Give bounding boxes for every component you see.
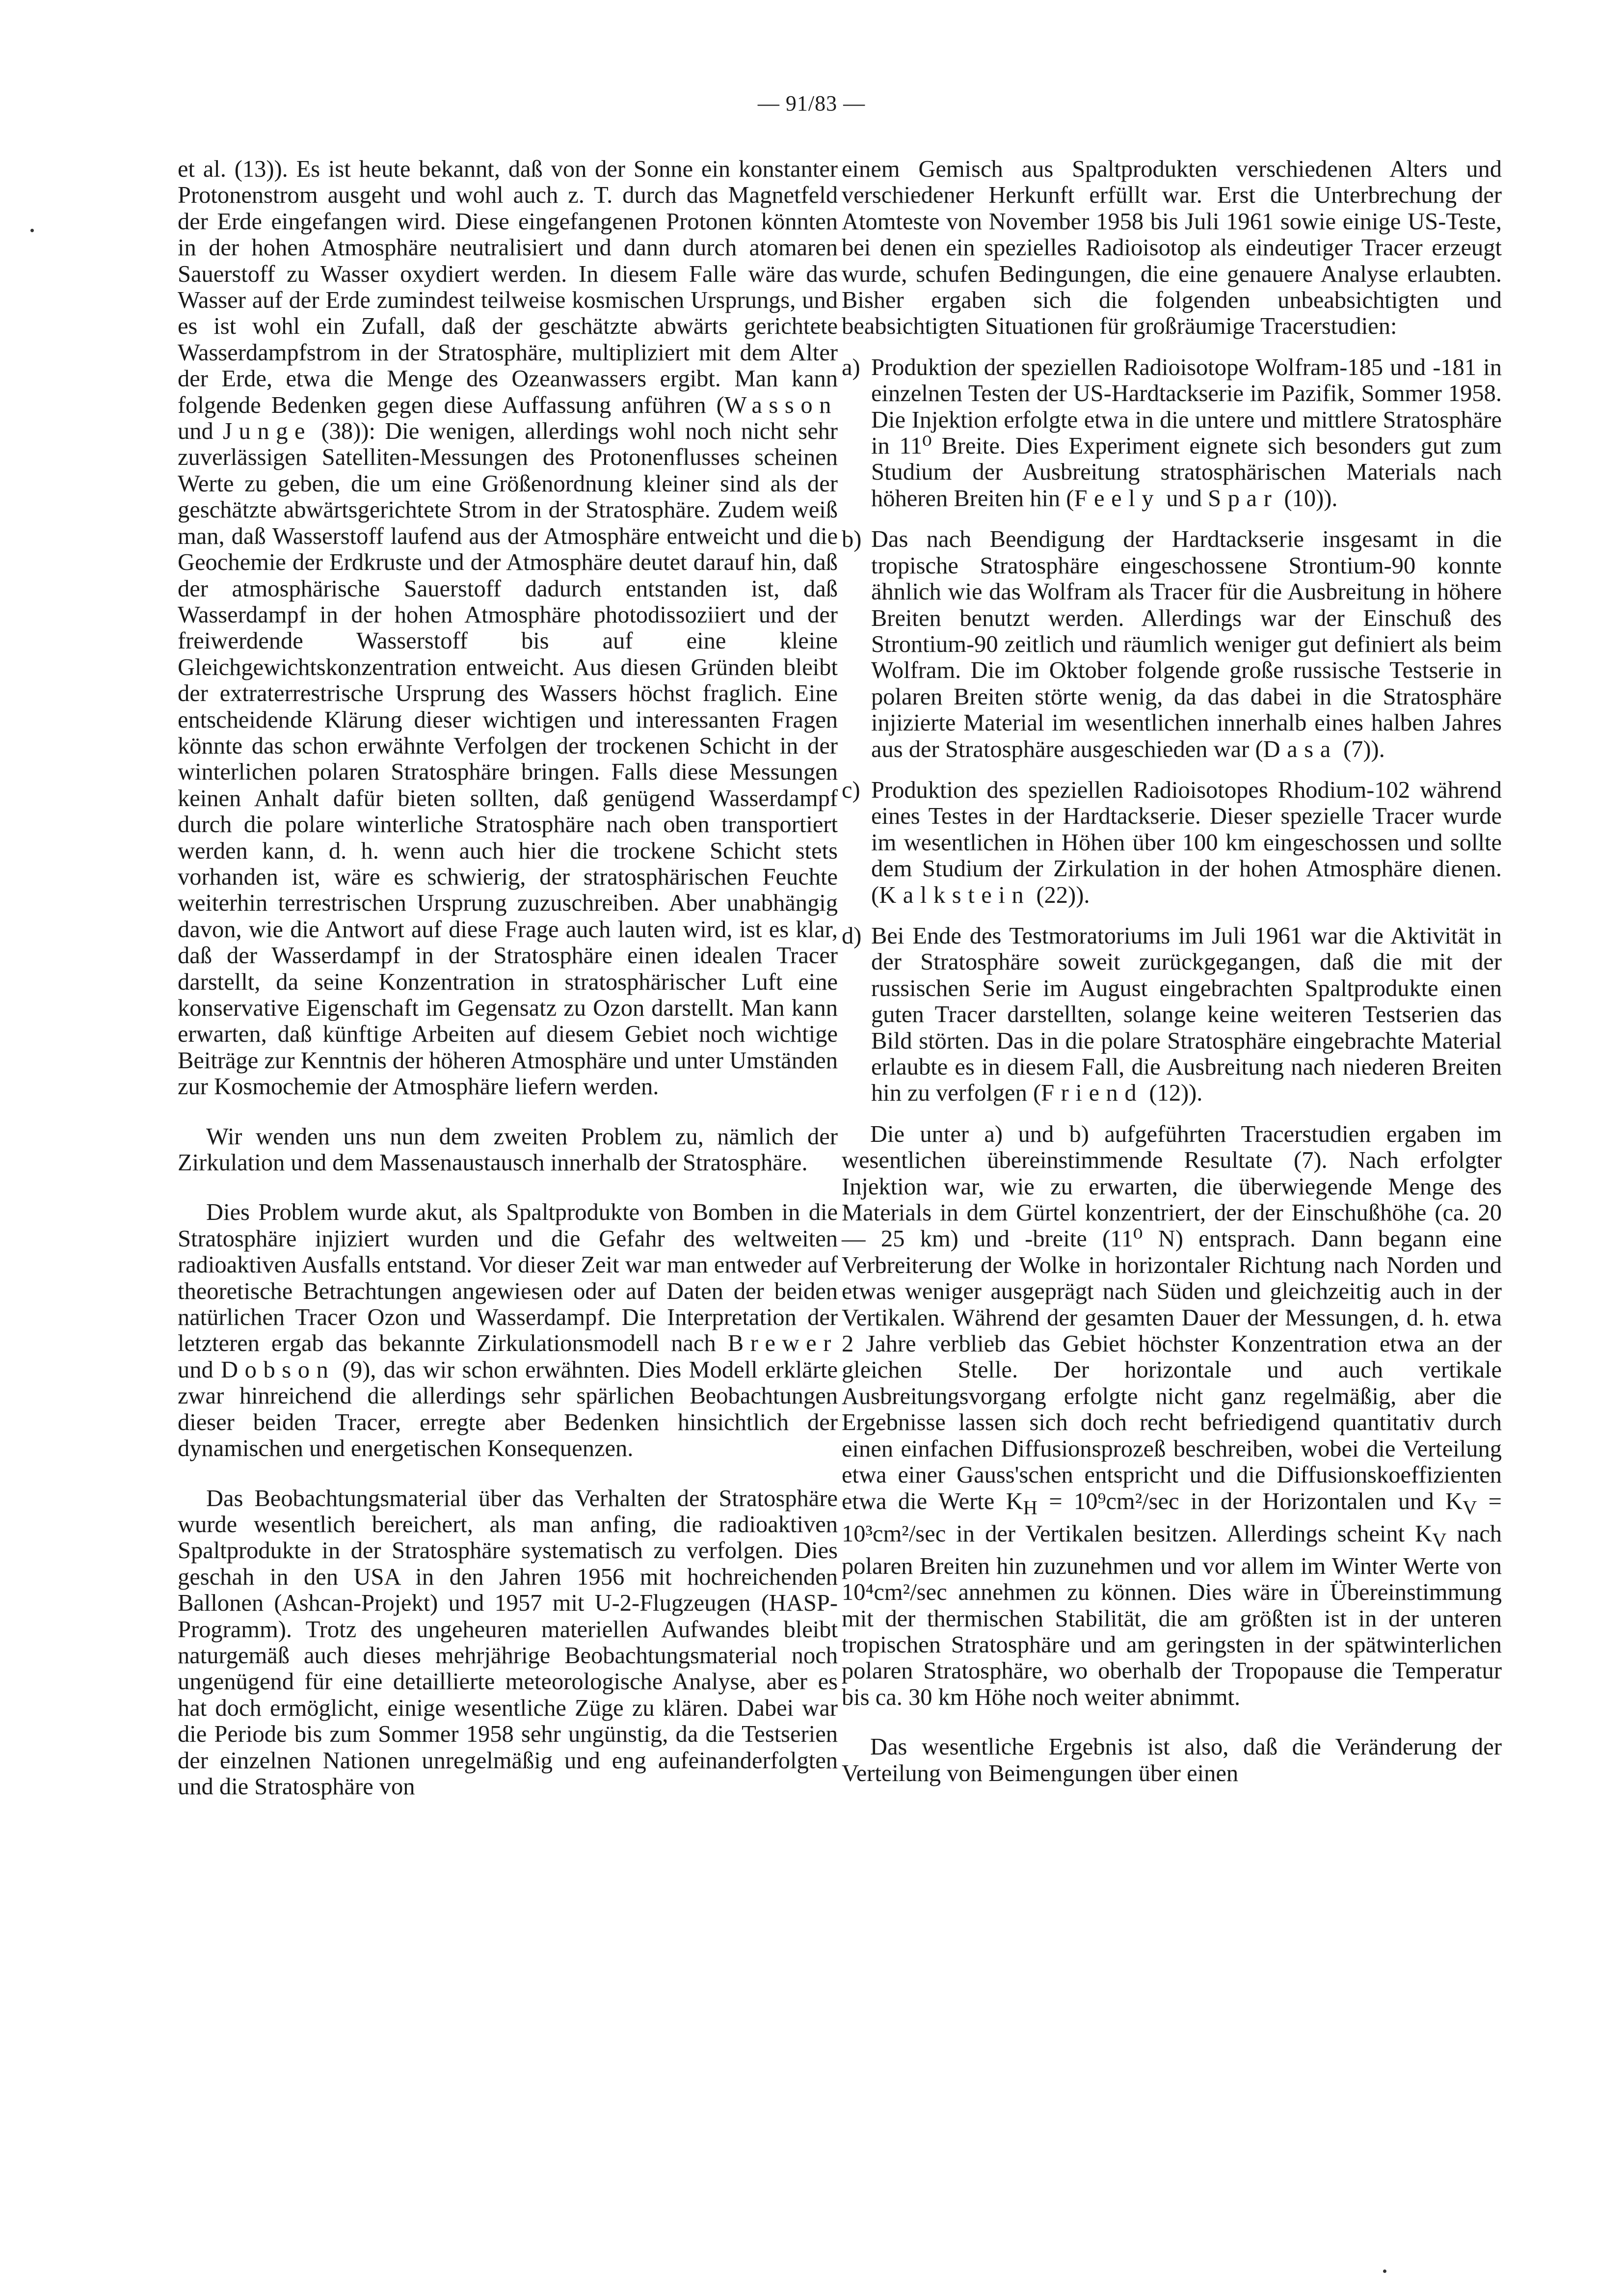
page-number: — 91/83 — bbox=[757, 91, 866, 115]
list-item-text: Bei Ende des Testmoratoriums im Juli 1961 war die Aktivität in der Stratosphäre soweit zurückgegangen, daß die mit der russischen Serie im August eingebrachten Spaltprodukte einen guten Tracer darstellten, solange keine weiteren Testserien das Bild störten. Das in die polare Stratosphäre eingebrachte Material erlaubte es in diesem Fall, die Ausbreitung nach niederen Breiten hin zu verfolgen (Friend (12)). bbox=[871, 922, 1502, 1107]
list-item bbox=[842, 526, 1502, 762]
paragraph: Das Beobachtungsmaterial über das Verhalten der Stratosphäre wurde wesentlich bereichert, als man anfing, die radioaktiven Spaltprodukte in der Stratosphäre systematisch zu verfolgen. Dies geschah in den USA in den Jahren 1956 mit hochreichenden Ballonen (Ashcan-Projekt) und 1957 mit U-2-Flugzeugen (HASP-Programm). Trotz des ungeheuren materiellen Aufwandes bleibt naturgemäß auch dieses mehrjährige Beobachtungsmaterial noch ungenügend für eine detaillierte meteorologische Analyse, aber es hat doch ermöglicht, einige wesentliche Züge zu klären. Dabei war die Periode bis zum Sommer 1958 sehr ungünstig, da die Testserien der einzelnen Nationen unregelmäßig und eng aufeinanderfolgten und die Stratosphäre von bbox=[178, 1485, 838, 1800]
list-item-label: a) bbox=[842, 354, 860, 380]
paragraph: einem Gemisch aus Spaltprodukten verschiedenen Alters und verschiedener Herkunft erfüllt war. Erst die Unterbrechung der Atomteste von November 1958 bis Juli 1961 sowie einige US-Teste, bei denen ein spezielles Radioisotop als eindeutiger Tracer erzeugt wurde, schufen Bedingungen, die eine genauere Analyse erlaubten. Bisher ergaben sich die folgenden unbeabsichtigten und beabsichtigten Situationen für großräumige Tracerstudien: bbox=[842, 156, 1502, 340]
right-column bbox=[842, 156, 1502, 1786]
left-column bbox=[178, 156, 838, 1800]
list-item-text: Das nach Beendigung der Hardtackserie insgesamt in die tropische Stratosphäre eingeschossene Strontium-90 konnte ähnlich wie das Wolfram als Tracer für die Ausbreitung in höhere Breiten benutzt werden. Allerdings war der Einschuß des Strontium-90 zeitlich und räumlich weniger gut definiert als beim Wolfram. Die im Oktober folgende große russische Testserie in polaren Breiten störte wenig, da das dabei in die Stratosphäre injizierte Material im wesentlichen innerhalb eines halben Jahres aus der Stratosphäre ausgeschieden war (Dasa (7)). bbox=[871, 526, 1502, 762]
list-item-label: b) bbox=[842, 526, 862, 553]
list-item-text: Produktion der speziellen Radioisotope Wolfram-185 und -181 in einzelnen Testen der US-Hardtackserie im Pazifik, Sommer 1958. Die Injektion erfolgte etwa in die untere und mittlere Stratosphäre in 11⁰ Breite. Dies Experiment eignete sich besonders gut zum Studium der Ausbreitung stratosphärischen Materials nach höheren Breiten hin (Feely und Spar (10)). bbox=[871, 354, 1502, 512]
list-item bbox=[842, 777, 1502, 908]
paragraph: Dies Problem wurde akut, als Spaltprodukte von Bomben in die Stratosphäre injiziert wurden und die Gefahr des weltweiten radioaktiven Ausfalls entstand. Vor dieser Zeit war man entweder auf theoretische Betrachtungen angewiesen oder auf Daten der beiden natürlichen Tracer Ozon und Wasserdampf. Die Interpretation der letzteren ergab das bekannte Zirkulationsmodell nach Brewer und Dobson (9), das wir schon erwähnten. Dies Modell erklärte zwar hinreichend die allerdings sehr spärlichen Beobachtungen dieser beiden Tracer, erregte aber Bedenken hinsichtlich der dynamischen und energetischen Konsequenzen. bbox=[178, 1199, 838, 1462]
list-item-label: c) bbox=[842, 777, 860, 803]
scan-speck bbox=[1383, 2269, 1386, 2273]
list-item-label: d) bbox=[842, 922, 862, 949]
paragraph: Das wesentliche Ergebnis ist also, daß die Veränderung der Verteilung von Beimengungen über einen bbox=[842, 1734, 1502, 1786]
list-item-text: Produktion des speziellen Radioisotopes Rhodium-102 während eines Testes in der Hardtackserie. Dieser spezielle Tracer wurde im wesentlichen in Höhen über 100 km eingeschossen und sollte dem Studium der Zirkulation in der hohen Atmosphäre dienen. (Kalkstein (22)). bbox=[871, 777, 1502, 908]
list-item bbox=[842, 354, 1502, 512]
paragraph: Wir wenden uns nun dem zweiten Problem zu, nämlich der Zirkulation und dem Massenaustausch innerhalb der Stratosphäre. bbox=[178, 1123, 838, 1176]
scan-speck bbox=[30, 229, 34, 232]
list-item bbox=[842, 923, 1502, 1107]
paragraph: et al. (13)). Es ist heute bekannt, daß von der Sonne ein konstanter Protonenstrom ausgeht und wohl auch z. T. durch das Magnetfeld der Erde eingefangen wird. Diese eingefangenen Protonen könnten in der hohen Atmosphäre neutralisiert und dann durch atomaren Sauerstoff zu Wasser oxydiert werden. In diesem Falle wäre das Wasser auf der Erde zumindest teilweise kosmischen Ursprungs, und es ist wohl ein Zufall, daß der geschätzte abwärts gerichtete Wasserdampfstrom in der Stratosphäre, multipliziert mit dem Alter der Erde, etwa die Menge des Ozeanwassers ergibt. Man kann folgende Bedenken gegen diese Auffassung anführen (Wasson und Junge (38)): Die wenigen, allerdings wohl noch nicht sehr zuverlässigen Satelliten-Messungen des Protonenflusses scheinen Werte zu geben, die um eine Größenordnung kleiner sind als der geschätzte abwärtsgerichtete Strom in der Stratosphäre. Zudem weiß man, daß Wasserstoff laufend aus der Atmosphäre entweicht und die Geochemie der Erdkruste und der Atmosphäre deutet darauf hin, daß der atmosphärische Sauerstoff dadurch entstanden ist, daß Wasserdampf in der hohen Atmosphäre photodissoziiert und der freiwerdende Wasserstoff bis auf eine kleine Gleichgewichtskonzentration entweicht. Aus diesen Gründen bleibt der extraterrestrische Ursprung des Wassers höchst fraglich. Eine entscheidende Klärung dieser wichtigen und interessanten Fragen könnte das schon erwähnte Verfolgen der trockenen Schicht in der winterlichen polaren Stratosphäre bringen. Falls diese Messungen keinen Anhalt dafür bieten sollten, daß genügend Wasserdampf durch die polare winterliche Stratosphäre nach oben transportiert werden kann, d. h. wenn auch hier die trockene Schicht stets vorhanden ist, wäre es schwierig, der stratosphärischen Feuchte weiterhin terrestrischen Ursprung zuzuschreiben. Aber unabhängig davon, wie die Antwort auf diese Frage auch lauten wird, ist es klar, daß der Wasserdampf in der Stratosphäre einen idealen Tracer darstellt, da seine Konzentration in stratosphärischer Luft eine konservative Eigenschaft im Gegensatz zu Ozon darstellt. Man kann erwarten, daß künftige Arbeiten auf diesem Gebiet noch wichtige Beiträge zur Kenntnis der höheren Atmosphäre und unter Umständen zur Kosmochemie der Atmosphäre liefern werden. bbox=[178, 156, 838, 1100]
paragraph: Die unter a) und b) aufgeführten Tracerstudien ergaben im wesentlichen übereinstimmende Resultate (7). Nach erfolgter Injektion war, wie zu erwarten, die überwiegende Menge des Materials in dem Gürtel konzentriert, der der Einschußhöhe (ca. 20 — 25 km) und -breite (11⁰ N) entsprach. Dann begann eine Verbreiterung der Wolke in horizontaler Richtung nach Norden und etwas weniger ausgeprägt nach Süden und gleichzeitig auch in der Vertikalen. Während der gesamten Dauer der Messungen, d. h. etwa 2 Jahre verblieb das Gebiet höchster Konzentration etwa an der gleichen Stelle. Der horizontale und auch vertikale Ausbreitungsvorgang erfolgte nicht ganz regelmäßig, aber die Ergebnisse lassen sich doch recht befriedigend quantitativ durch einen einfachen Diffusionsprozeß beschreiben, wobei die Verteilung etwa einer Gauss'schen entspricht und die Diffusionskoeffizienten etwa die Werte $K_H = 10^9cm^2/\sec$ in der Horizontalen und $K_V = 10^3cm^2/\sec$ in der Vertikalen besitzen. Allerdings scheint $K_V$ nach polaren Breiten hin zuzunehmen und vor allem im Winter Werte von 10⁴cm²/sec annehmen zu können. Dies wäre in Übereinstimmung mit der thermischen Stabilität, die am größten ist in der unteren tropischen Stratosphäre und am geringsten in der spätwinterlichen polaren Stratosphäre, wo oberhalb der Tropopause die Temperatur bis ca. 30 km Höhe noch weiter abnimmt. bbox=[842, 1121, 1502, 1710]
